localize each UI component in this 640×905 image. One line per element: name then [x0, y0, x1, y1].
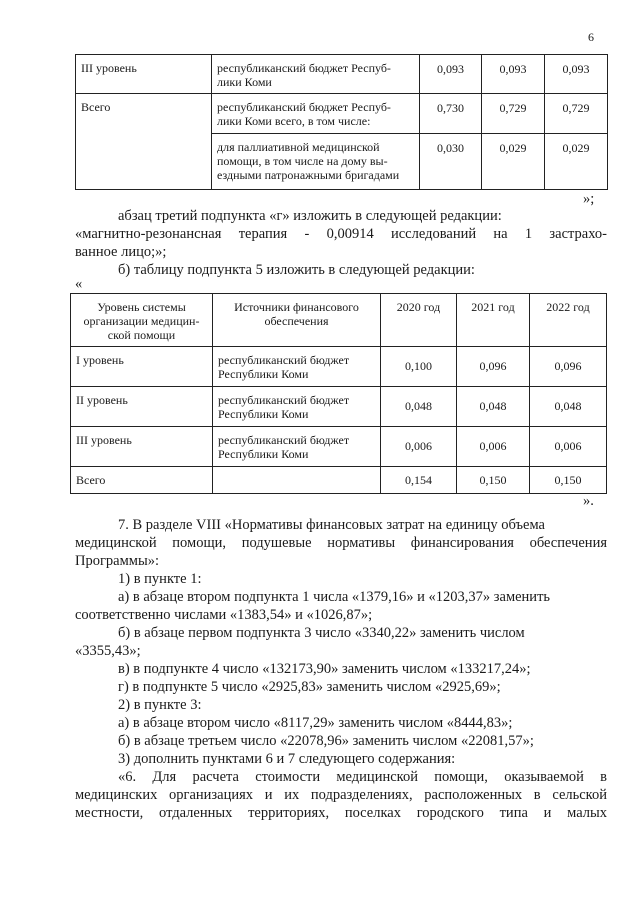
table-cell-2021: 0,096 [457, 347, 530, 387]
table-row [76, 94, 608, 134]
table-cell-source: республиканский бюджет Республики Коми [213, 427, 381, 467]
list-item: в) в подпункте 4 число «132173,90» заменить числом «133217,24»; [118, 661, 531, 677]
closing-quote: ». [583, 493, 594, 509]
paragraph-text: «6. Для расчета стоимости медицинской помощи, оказываемой в [118, 769, 607, 785]
table-cell-2022: 0,150 [530, 467, 607, 494]
table-row [71, 427, 607, 467]
table-cell-2020: 0,030 [420, 134, 482, 190]
table-row [76, 55, 608, 94]
paragraph-text: «3355,43»; [75, 643, 141, 659]
table-cell-2020: 0,093 [420, 55, 482, 94]
table-row [71, 347, 607, 387]
paragraph-text: б) таблицу подпункта 5 изложить в следующей редакции: [118, 262, 475, 278]
table-cell-2021: 0,048 [457, 387, 530, 427]
closing-quote: »; [583, 191, 595, 207]
table-cell-2021: 0,729 [482, 94, 545, 134]
paragraph-text: медицинских организациях и их подразделениях, расположенных в сельской [75, 787, 607, 803]
paragraph-text: абзац третий подпункта «г» изложить в следующей редакции: [118, 208, 502, 224]
section-heading: 7. В разделе VIII «Нормативы финансовых затрат на единицу объема [118, 517, 545, 533]
table-cell-2020: 0,100 [381, 347, 457, 387]
table-cell-level: II уровень [71, 387, 213, 427]
table-header-2021: 2021 год [457, 294, 530, 347]
table-cell-level: Всего [71, 467, 213, 494]
table-cell-2022: 0,029 [545, 134, 608, 190]
table-cell-2022: 0,093 [545, 55, 608, 94]
table-cell-2022: 0,729 [545, 94, 608, 134]
table-cell-2020: 0,730 [420, 94, 482, 134]
table-cell-level: I уровень [71, 347, 213, 387]
paragraph-text: соответственно числами «1383,54» и «1026,87»; [75, 607, 373, 623]
table-row [71, 387, 607, 427]
list-item: 2) в пункте 3: [118, 697, 202, 713]
table-cell-source: республиканский бюджет Респуб- лики Коми [212, 55, 420, 94]
table-cell-2020: 0,048 [381, 387, 457, 427]
list-item: а) в абзаце втором число «8117,29» заменить числом «8444,83»; [118, 715, 513, 731]
table-cell-2022: 0,048 [530, 387, 607, 427]
table-level-volumes-top [75, 54, 608, 190]
table-cell-2020: 0,154 [381, 467, 457, 494]
table-cell-source: для паллиативной медицинской помощи, в том числе на дому вы- ездными патронажными бригадами [212, 134, 420, 190]
table-cell-source: республиканский бюджет Республики Коми [213, 387, 381, 427]
table-cell-2021: 0,006 [457, 427, 530, 467]
table-cell-2021: 0,029 [482, 134, 545, 190]
table-cell-2020: 0,006 [381, 427, 457, 467]
paragraph-text: ванное лицо;»; [75, 244, 167, 260]
table-header-source: Источники финансового обеспечения [213, 294, 381, 347]
paragraph-text: «магнитно-резонансная терапия - 0,00914 исследований на 1 застрахо- [75, 226, 607, 242]
table-header-level: Уровень системы организации медицин- ской помощи [71, 294, 213, 347]
table-cell-2021: 0,093 [482, 55, 545, 94]
table-cell-level: III уровень [71, 427, 213, 467]
table-cell-2022: 0,096 [530, 347, 607, 387]
table-header-2020: 2020 год [381, 294, 457, 347]
list-item: б) в абзаце третьем число «22078,96» заменить числом «22081,57»; [118, 733, 534, 749]
table-header-row [71, 294, 607, 347]
paragraph-text: Программы»: [75, 553, 159, 569]
table-cell-source: республиканский бюджет Респуб- лики Коми всего, в том числе: [212, 94, 420, 134]
list-item: б) в абзаце первом подпункта 3 число «3340,22» заменить числом [118, 625, 525, 641]
table-cell-level: III уровень [76, 55, 212, 94]
list-item: 1) в пункте 1: [118, 571, 202, 587]
paragraph-text: местности, отдаленных территориях, поселках городского типа и малых [75, 805, 607, 821]
table-cell-2021: 0,150 [457, 467, 530, 494]
table-cell-source [213, 467, 381, 494]
table-header-2022: 2022 год [530, 294, 607, 347]
table-cell-source: республиканский бюджет Республики Коми [213, 347, 381, 387]
table-level-volumes [70, 293, 607, 494]
table-cell-level: Всего [76, 94, 212, 190]
opening-quote: « [75, 276, 83, 292]
paragraph-text: медицинской помощи, подушевые нормативы финансирования обеспечения [75, 535, 607, 551]
list-item: г) в подпункте 5 число «2925,83» заменить числом «2925,69»; [118, 679, 501, 695]
page-number: 6 [588, 30, 594, 44]
list-item: 3) дополнить пунктами 6 и 7 следующего содержания: [118, 751, 456, 767]
list-item: а) в абзаце втором подпункта 1 числа «1379,16» и «1203,37» заменить [118, 589, 551, 605]
table-row [71, 467, 607, 494]
table-cell-2022: 0,006 [530, 427, 607, 467]
